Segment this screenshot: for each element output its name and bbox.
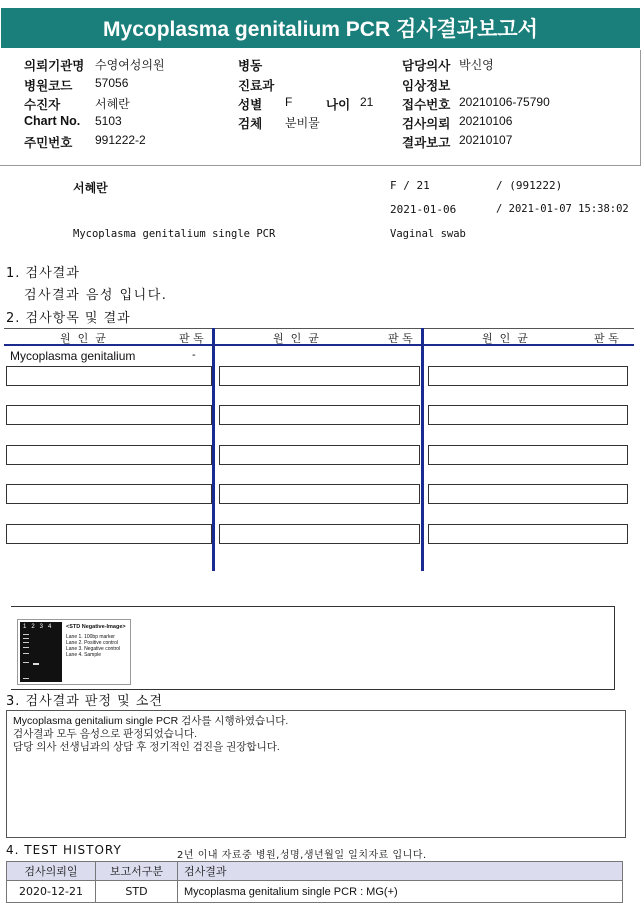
history-col-result: 검사결과 [178,862,623,881]
col-judge-header-2: 판 독 [388,332,413,345]
age-value: 21 [360,95,374,109]
result-cell [219,524,420,544]
result-cell [428,366,628,386]
gel-photo [20,622,62,682]
gel-legend-lane1: Lane 1. 100bp marker [66,634,115,640]
age-label: 나이 [326,98,351,112]
history-cell-result: Mycoplasma genitalium single PCR : MG(+) [178,881,623,903]
recipient-label: 수진자 [24,98,61,112]
report-label: 결과보고 [402,136,451,150]
grid-divider-2 [421,328,424,571]
sex-value: F [285,95,293,109]
report-date-request: 2021-01-06 [390,203,457,216]
specimen-label: 검체 [238,117,263,131]
hospital-label: 의뢰기관명 [24,59,85,73]
history-cell-date: 2020-12-21 [7,881,96,903]
history-cell-type: STD [96,881,178,903]
report-value: 20210107 [459,133,513,147]
result-cell [428,405,628,425]
col-judge-header-3: 판 독 [594,332,619,345]
gel-image [17,619,131,685]
chart-label: Chart No. [24,114,81,128]
opinion-line-2: 검사결과 모두 음성으로 판정되었습니다. [13,728,198,740]
result-cell [219,405,420,425]
result-cell [428,445,628,465]
receipt-label: 접수번호 [402,98,451,112]
result-cell [428,524,628,544]
col-germ-header-3: 원 인 균 [482,332,528,345]
patient-info-panel [0,50,641,166]
specimen-value: 분비물 [285,116,320,130]
report-title: Mycoplasma genitalium PCR 검사결과보고서 [1,8,640,48]
result-cell [6,524,212,544]
sex-label: 성별 [238,98,263,112]
result-item-germ: Mycoplasma genitalium [10,349,136,363]
history-col-date: 검사의뢰일 [7,862,96,881]
history-col-type: 보고서구분 [96,862,178,881]
section-1-title: 1. 검사결과 [6,266,80,281]
section-4-title: 4. TEST HISTORY [6,843,122,857]
result-item-judge: - [192,349,196,361]
opinion-box [6,710,626,838]
opinion-line-1: Mycoplasma genitalium single PCR 검사를 시행하였습니다. [13,715,289,727]
result-cell [6,445,212,465]
report-specimen: Vaginal swab [390,228,466,240]
grid-divider-1 [212,328,215,571]
rrn-value: 991222-2 [95,133,146,147]
rrn-label: 주민번호 [24,136,73,150]
hospital-value: 수영여성의원 [95,58,165,72]
opinion-line-3: 담당 의사 선생님과의 상담 후 정기적인 검진을 권장합니다. [13,741,280,753]
report-sex-age: F / 21 [390,179,430,192]
gel-image-panel [11,606,615,690]
result-cell [428,484,628,504]
result-cell [6,366,212,386]
code-label: 병원코드 [24,79,73,93]
ward-label: 병동 [238,59,263,73]
result-cell [219,366,420,386]
section-2-title: 2. 검사항목 및 결과 [6,311,131,326]
chart-value: 5103 [95,114,122,128]
receipt-value: 20210106-75790 [459,95,550,109]
dept-label: 진료과 [238,79,275,93]
clinical-label: 임상정보 [402,79,451,93]
doctor-label: 담당의사 [402,59,451,73]
result-cell [219,445,420,465]
result-grid-header [4,328,634,346]
doctor-value: 박신영 [459,58,494,72]
report-birth: / (991222) [496,179,563,192]
history-note: 2년 이내 자료중 병원,성명,생년월일 일치자료 입니다. [177,850,427,861]
gel-legend-lane4: Lane 4. Sample [66,652,102,658]
report-patient-name: 서혜란 [73,181,108,195]
col-judge-header-1: 판 독 [179,332,204,345]
result-cell [6,405,212,425]
report-test-name: Mycoplasma genitalium single PCR [73,228,276,240]
section-1-result: 검사결과 음성 입니다. [24,288,168,303]
col-germ-header-1: 원 인 균 [60,332,106,345]
result-cell [219,484,420,504]
col-germ-header-2: 원 인 균 [273,332,319,345]
gel-lane-numbers: 1 2 3 4 [23,624,52,630]
history-table [6,861,623,903]
report-date-result: / 2021-01-07 15:38:02 [496,203,629,215]
gel-legend-lane3: Lane 3. Negative control [66,646,121,652]
section-3-title: 3. 검사결과 판정 및 소견 [6,694,163,709]
gel-legend-title: <STD Negative-Image> [66,624,126,630]
request-label: 검사의뢰 [402,117,451,131]
request-value: 20210106 [459,114,513,128]
gel-legend [66,624,126,658]
gel-legend-lane2: Lane 2. Positive control [66,640,118,646]
code-value: 57056 [95,76,129,90]
result-cell [6,484,212,504]
recipient-value: 서혜란 [95,97,130,111]
table-row [7,881,623,903]
